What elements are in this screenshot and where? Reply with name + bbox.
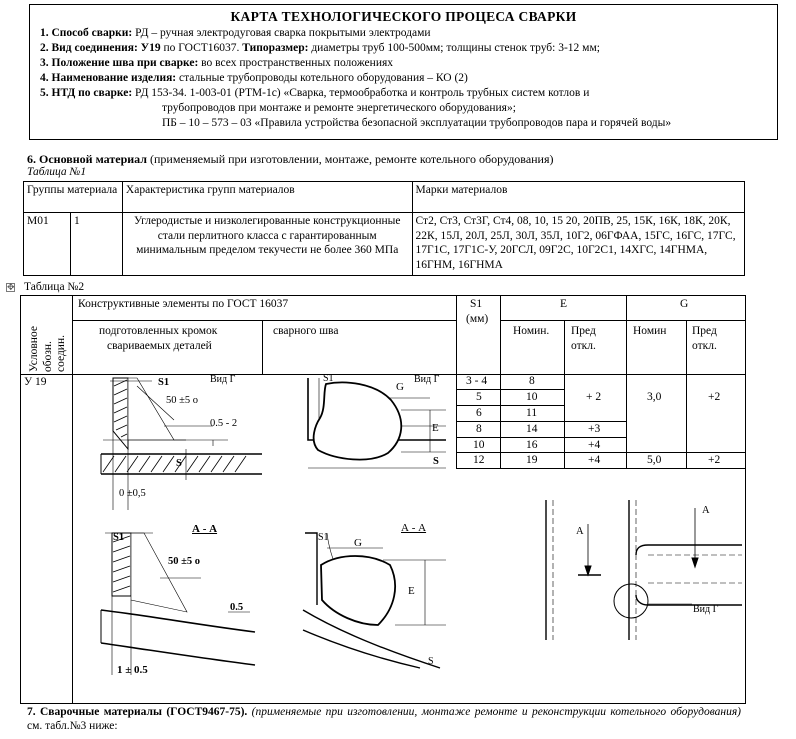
e-dev-4: +4: [588, 454, 601, 466]
e-row-2: 10: [526, 391, 538, 403]
s1-row-4: 8: [476, 423, 482, 435]
edges-header-1: подготовленных кромок: [99, 325, 218, 337]
label-s1-d: S1: [318, 532, 329, 543]
ntd-line-3: ПБ – 10 – 573 – 03 «Правила устройства безопасной эксплуатации трубопроводов пара и горячей воды»: [162, 117, 672, 129]
weld-position-line: 3. Положение шва при сварке: во всех пространственных положениях: [40, 57, 394, 69]
e-dev-2: +3: [588, 423, 601, 435]
section-6-heading: 6. Основной материал (применяемый при изготовлении, монтаже, ремонте котельного оборудования): [27, 152, 554, 166]
g-nominal-header: Номин: [633, 325, 667, 337]
group-characteristic: Углеродистые и низколегированные конструкционные стали перлитного класса с гарантированным минимальным пределом текучести не более 360 МПа: [122, 213, 412, 276]
joint-code: У 19: [24, 376, 47, 388]
label-zero-gap: 0 ±0,5: [119, 488, 146, 499]
g-dev-header-2: откл.: [692, 340, 717, 352]
section-7-heading: 7. Сварочные материалы (ГОСТ9467-75). (применяемые при изготовлении, монтаже ремонте и реконструкции котельного оборудования) см. табл.№3 ниже:: [27, 706, 742, 732]
s1-header: S1: [470, 298, 483, 310]
label-vid-g-c: Вид Г: [693, 604, 719, 615]
s1-row-2: 5: [476, 391, 482, 403]
label-angle-b: 50 ±5 о: [168, 556, 201, 567]
g-dev-2: +2: [708, 454, 721, 466]
welding-method-line: 1. Способ сварки: РД – ручная электродуговая сварка покрытыми электродами: [40, 27, 431, 39]
e-dev-1: + 2: [586, 391, 602, 403]
weld-header: сварного шва: [273, 325, 339, 337]
label-g-a: G: [396, 381, 404, 393]
e-row-5: 16: [526, 439, 538, 451]
vertical-header-3: соедин.: [55, 335, 67, 372]
edges-header-2: свариваемых деталей: [107, 340, 212, 352]
label-angle-a: 50 ±5 о: [166, 395, 199, 406]
product-name-line: 4. Наименование изделия: стальные трубопроводы котельного оборудования – КО (2): [40, 72, 468, 84]
label-gap-range: 0.5 - 2: [210, 418, 238, 429]
pipe-view-drawing: [546, 500, 742, 640]
group-number: 1: [70, 213, 122, 276]
weld-drawing-top: [308, 378, 446, 468]
s1-row-3: 6: [476, 407, 482, 419]
table2-caption: Таблица №2: [24, 281, 85, 293]
ntd-line-2: трубопроводов при монтаже и ремонте энергетического оборудования»;: [162, 102, 516, 114]
header-groups: Группы материала: [24, 182, 123, 213]
label-s1-a: S1: [158, 377, 170, 388]
g-header: G: [680, 298, 689, 310]
label-section-aa-2: А - А: [401, 522, 427, 534]
vertical-header-2: обозн.: [42, 341, 54, 372]
s1-row-6: 12: [473, 454, 485, 466]
e-row-1: 8: [529, 375, 535, 387]
table-move-handle-icon[interactable]: ✥: [7, 283, 15, 293]
label-e-b: E: [408, 585, 415, 597]
label-a-right: А: [702, 505, 710, 516]
e-dev-header-2: откл.: [571, 340, 596, 352]
e-header: E: [560, 298, 568, 310]
weld-drawing-section: [303, 533, 446, 668]
label-s-c: S: [428, 656, 434, 667]
label-g-b: G: [354, 537, 362, 549]
label-vid-g-a: Вид Г: [210, 374, 236, 385]
label-section-aa-1: А - А: [192, 523, 218, 535]
s1-row-5: 10: [473, 439, 485, 451]
label-half-mm: 0.5: [230, 602, 244, 613]
vertical-header-1: Условное: [28, 326, 40, 372]
e-row-3: 11: [526, 407, 538, 419]
material-grades: Ст2, Ст3, Ст3Г, Ст4, 08, 10, 15 20, 20ПВ, 25, 15К, 16К, 18К, 20К, 22К, 15Л, 20Л, 25Л, 30Л, 35Л, 10Г2, 06ГФАА, 15ГС, 16ГС, 17ГС, 17Г1С, 17Г1С-У, 20ГСЛ, 09Г2С, 10Г2С1, 14ХГС, 14ГНМА, 16ГНМ, 16ГНМА: [412, 213, 744, 276]
g-nom-1: 3,0: [647, 391, 662, 403]
label-a-left: А: [576, 526, 584, 537]
s1-row-1: 3 - 4: [466, 375, 488, 387]
e-dev-header-1: Пред: [571, 325, 596, 337]
card-title: КАРТА ТЕХНОЛОГИЧЕСКОГО ПРОЦЕСА СВАРКИ: [230, 9, 577, 24]
s1-unit-header: (мм): [466, 313, 489, 325]
label-s-a: S: [176, 458, 182, 469]
g-nom-2: 5,0: [647, 454, 662, 466]
g-dev-header-1: Пред: [692, 325, 717, 337]
g-dev-1: +2: [708, 391, 721, 403]
label-s-b: S: [433, 456, 439, 467]
group-code: М01: [24, 213, 71, 276]
label-s1-b: S1: [323, 373, 334, 384]
label-vid-g-b: Вид Г: [414, 374, 440, 385]
e-row-4: 14: [526, 423, 538, 435]
header-grades: Марки материалов: [412, 182, 744, 213]
label-s1-c: S1: [113, 532, 125, 543]
e-dev-3: +4: [588, 439, 601, 451]
table1-caption: Таблица №1: [27, 166, 87, 178]
label-e-a: E: [432, 422, 439, 434]
joint-type-line: 2. Вид соединения: У19 по ГОСТ16037. Типоразмер: диаметры труб 100-500мм; толщины стенок труб: 3-12 мм;: [40, 42, 600, 54]
constructive-elements-header: Конструктивные элементы по ГОСТ 16037: [78, 298, 289, 310]
ntd-line: 5. НТД по сварке: РД 153-34. 1-003-01 (РТМ-1с) «Сварка, термообработка и контроль трубных систем котлов и: [40, 87, 590, 99]
e-nominal-header: Номин.: [513, 325, 550, 337]
e-row-6: 19: [526, 454, 538, 466]
header-characteristic: Характеристика групп материалов: [122, 182, 412, 213]
label-root-gap: 1 ± 0.5: [117, 664, 148, 676]
